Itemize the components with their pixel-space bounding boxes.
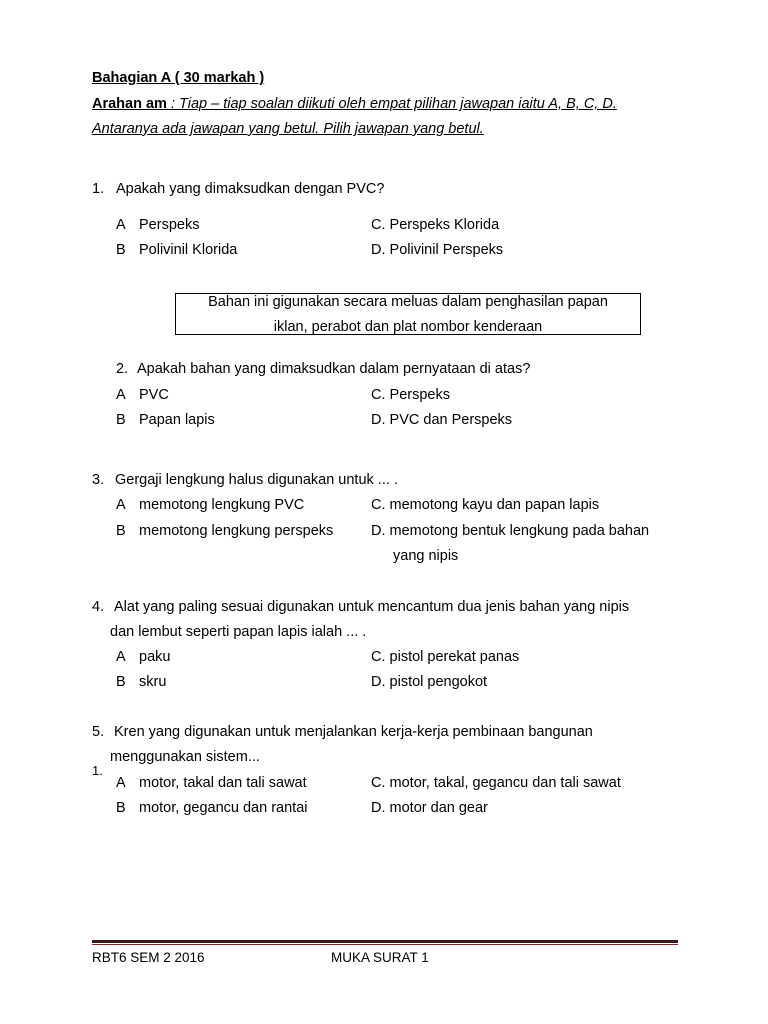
question-1-number: 1.	[92, 181, 105, 197]
q5-option-a-letter: A	[116, 775, 126, 791]
q3-option-a-letter: A	[116, 497, 126, 513]
question-5-text-1: Kren yang digunakan untuk menjalankan kerja-kerja pembinaan bangunan	[114, 724, 593, 740]
instruction-line-1	[92, 96, 617, 112]
q5-option-d: D. motor dan gear	[371, 800, 488, 816]
stimulus-line-1: Bahan ini gigunakan secara meluas dalam penghasilan papan	[208, 294, 608, 310]
q3-option-b-text: memotong lengkung perspeks	[139, 523, 334, 539]
q2-option-b-text: Papan lapis	[139, 412, 215, 428]
question-3-text: Gergaji lengkung halus digunakan untuk ... .	[115, 472, 398, 488]
q1-option-d: D. Polivinil Perspeks	[371, 242, 504, 258]
q1-option-c: C. Perspeks Klorida	[371, 217, 500, 233]
q3-option-b-letter: B	[116, 523, 126, 539]
q2-option-c: C. Perspeks	[371, 387, 450, 403]
question-4-number: 4.	[92, 599, 105, 615]
question-4-text-1: Alat yang paling sesuai digunakan untuk mencantum dua jenis bahan yang nipis	[114, 599, 630, 615]
question-1-text: Apakah yang dimaksudkan dengan PVC?	[116, 181, 385, 197]
q2-option-b-letter: B	[116, 412, 126, 428]
q5-option-b-letter: B	[116, 800, 126, 816]
instruction-label: Arahan am	[92, 96, 167, 112]
q5-option-a-text: motor, takal dan tali sawat	[139, 775, 307, 791]
q1-option-a-text: Perspeks	[139, 217, 200, 233]
instruction-separator: :	[166, 96, 180, 112]
q4-option-a-letter: A	[116, 649, 126, 665]
q1-option-a-letter: A	[116, 217, 126, 233]
q4-option-b-text: skru	[139, 674, 167, 690]
question-2-number: 2.	[116, 361, 129, 377]
footer-rule-dark	[92, 940, 678, 943]
instruction-text-1: Tiap – tiap soalan diikuti oleh empat pilihan jawapan iaitu A, B, C, D.	[179, 96, 617, 112]
q4-option-c: C. pistol perekat panas	[371, 649, 520, 665]
q4-option-a-text: paku	[139, 649, 171, 665]
q5-option-b-text: motor, gegancu dan rantai	[139, 800, 308, 816]
section-title: Bahagian A ( 30 markah )	[92, 70, 265, 86]
q1-option-b-letter: B	[116, 242, 126, 258]
q3-option-d-continuation: yang nipis	[393, 548, 459, 564]
stray-list-marker: 1.	[92, 763, 103, 778]
question-4-text-2: dan lembut seperti papan lapis ialah ... .	[110, 624, 367, 640]
q2-option-a-letter: A	[116, 387, 126, 403]
q3-option-c: C. memotong kayu dan papan lapis	[371, 497, 600, 513]
q3-option-d: D. memotong bentuk lengkung pada bahan	[371, 523, 650, 539]
q2-option-d: D. PVC dan Perspeks	[371, 412, 513, 428]
instruction-text-2: Antaranya ada jawapan yang betul. Pilih jawapan yang betul.	[92, 121, 484, 137]
question-5-number: 5.	[92, 724, 105, 740]
question-3-number: 3.	[92, 472, 105, 488]
q5-option-c: C. motor, takal, gegancu dan tali sawat	[371, 775, 621, 791]
q2-option-a-text: PVC	[139, 387, 169, 403]
q1-option-b-text: Polivinil Klorida	[139, 242, 238, 258]
footer-left-text: RBT6 SEM 2 2016	[92, 950, 205, 965]
question-5-text-2: menggunakan sistem...	[110, 749, 260, 765]
question-2-text: Apakah bahan yang dimaksudkan dalam pernyataan di atas?	[137, 361, 531, 377]
footer-page-number: MUKA SURAT 1	[331, 950, 429, 965]
q3-option-a-text: memotong lengkung PVC	[139, 497, 305, 513]
q4-option-d: D. pistol pengokot	[371, 674, 488, 690]
q4-option-b-letter: B	[116, 674, 126, 690]
stimulus-line-2: iklan, perabot dan plat nombor kenderaan	[273, 319, 543, 335]
footer-rule-accent	[92, 944, 678, 945]
